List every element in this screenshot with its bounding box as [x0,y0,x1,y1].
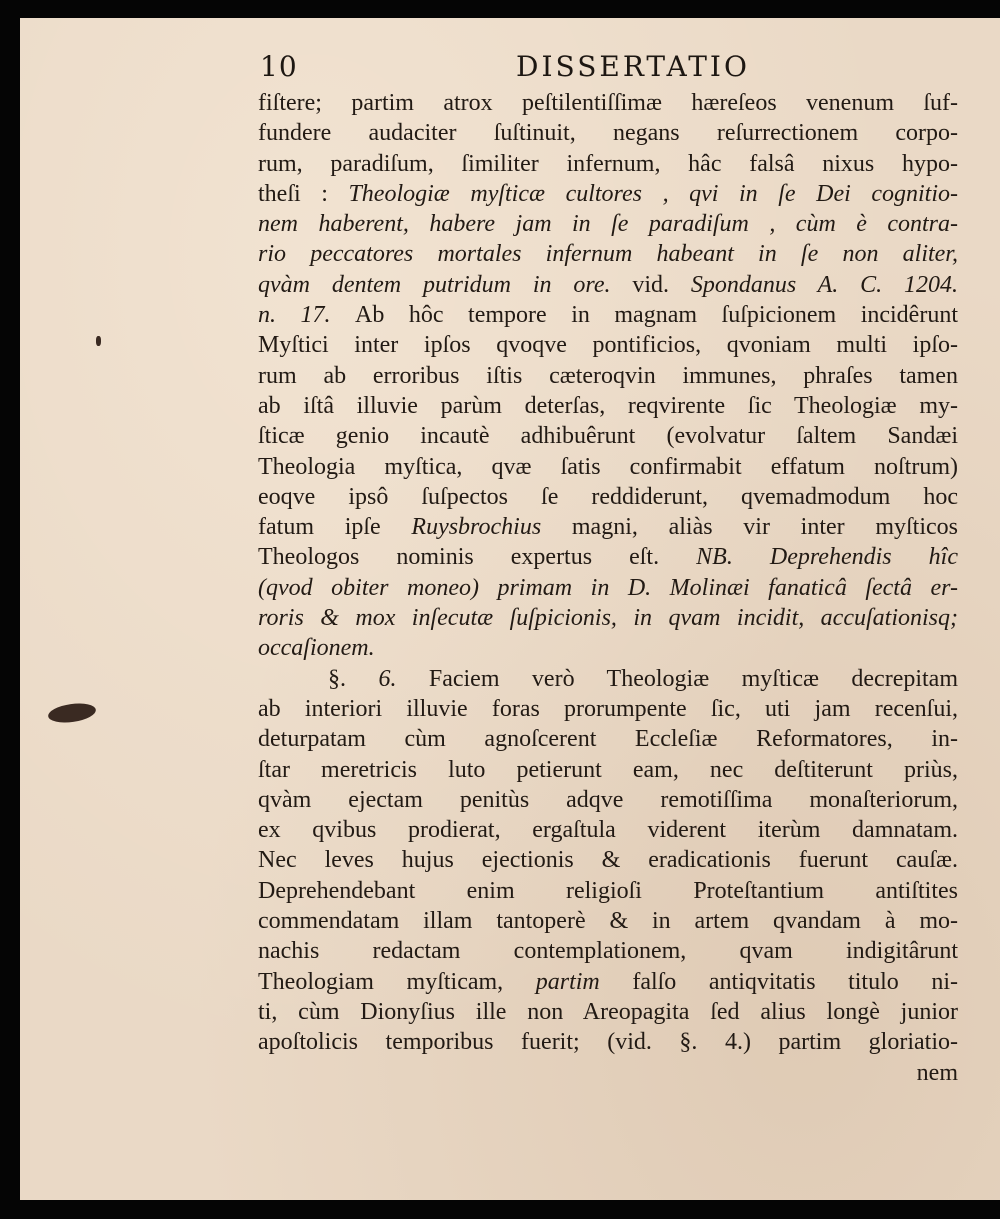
roman-span: vid. [632,271,691,298]
page-number: 10 [260,50,298,83]
text-line [258,512,958,542]
text-line: nem [916,1059,958,1086]
page-header [260,50,960,90]
text-line: Theologia myſtica, qvæ ſatis confirmabit effatum noſtrum) [258,453,958,480]
text-line: nem haberent, habere jam in ſe paradiſum , cùm è contra- [258,211,958,238]
text-line: occaſionem. [258,635,375,662]
roman-span: magni, aliàs vir inter myſticos [541,514,959,541]
italic-span: Spondanus A. C. 1204. [690,271,959,298]
roman-span: Theologiam myſticam, [258,968,536,995]
roman-span: Theologos nominis expertus eſt. [258,544,697,571]
roman-span: Ab hôc tempore in magnam ſuſpicionem incidêrunt [355,302,958,329]
running-head: DISSERTATIO [516,50,750,83]
text-line: rum, paradiſum, ſimiliter infernum, hâc falsâ nixus hypo- [258,150,958,177]
text-line: qvàm ejectam penitùs adqve remotiſſima monaſteriorum, [258,786,958,813]
roman-span: fatum ipſe [258,514,412,541]
text-line: rio peccatores mortales infernum habeant in ſe non aliter, [258,241,958,268]
roman-span: Faciem verò Theologiæ myſticæ decrepitam [396,665,959,692]
text-line: Deprehendebant enim religioſi Proteſtantium antiſtites [258,877,958,904]
text-line [258,967,958,997]
roman-span: §. [328,665,379,692]
text-line [258,542,958,572]
text-line: rum ab erroribus iſtis cæteroqvin immunes, phraſes tamen [258,362,958,389]
text-line: fundere audaciter ſuſtinuit, negans reſurrectionem corpo- [258,120,958,147]
italic-span: Ruysbrochius [411,514,542,541]
text-line: fiſtere; partim atrox peſtilentiſſimæ hæreſeos venenum ſuf- [258,90,958,116]
text-line: ſtar meretricis luto petierunt eam, nec deſtiterunt priùs, [258,756,958,783]
text-line: eoqve ipsô ſuſpectos ſe reddiderunt, qvemadmodum hoc [258,483,958,510]
text-line: roris & mox inſecutæ ſuſpicionis, in qvam incidit, accuſationisq; [258,605,958,632]
text-line: deturpatam cùm agnoſcerent Eccleſiæ Reformatores, in- [258,726,958,753]
italic-span: NB. Deprehendis hîc [696,544,958,571]
text-line: apoſtolicis temporibus fuerit; (vid. §. 4.) partim gloriatio- [258,1029,958,1056]
text-line [258,664,958,694]
text-line: nachis redactam contemplationem, qvam indigitârunt [258,938,958,965]
italic-span: 6. [378,665,397,692]
italic-span: Theologiæ myſticæ cultores , qvi in ſe Dei cognitio- [348,180,958,207]
text-line [258,270,958,300]
text-line [258,179,958,209]
italic-span: n. 17. [258,302,356,329]
text-line: Myſtici inter ipſos qvoqve pontificios, qvoniam multi ipſo- [258,332,958,359]
book-page [20,18,1000,1200]
ink-blot [47,701,97,726]
text-line: ti, cùm Dionyſius ille non Areopagita ſed alius longè junior [258,998,958,1025]
text-line [258,300,958,330]
roman-span: falſo antiqvitatis titulo ni- [599,968,958,995]
text-line: ab interiori illuvie foras prorumpente ſic, uti jam recenſui, [258,695,958,722]
text-line: ſticæ genio incautè adhibuêrunt (evolvatur ſaltem Sandæi [258,423,958,450]
italic-span: partim [535,968,600,995]
body-text [258,88,958,1088]
text-line: ex qvibus prodierat, ergaſtula viderent iterùm damnatam. [258,817,958,844]
italic-span: qvàm dentem putridum in ore. [258,271,633,298]
text-line: (qvod obiter moneo) primam in D. Molinæi fanaticâ ſectâ er- [258,574,958,601]
ink-speck [96,336,101,346]
text-line: ab iſtâ illuvie parùm deterſas, reqvirente ſic Theologiæ my- [258,392,958,419]
text-line: commendatam illam tantoperè & in artem qvandam à mo- [258,908,958,935]
roman-span: theſi : [258,180,349,207]
text-line: Nec leves hujus ejectionis & eradicationis fuerunt cauſæ. [258,847,958,874]
